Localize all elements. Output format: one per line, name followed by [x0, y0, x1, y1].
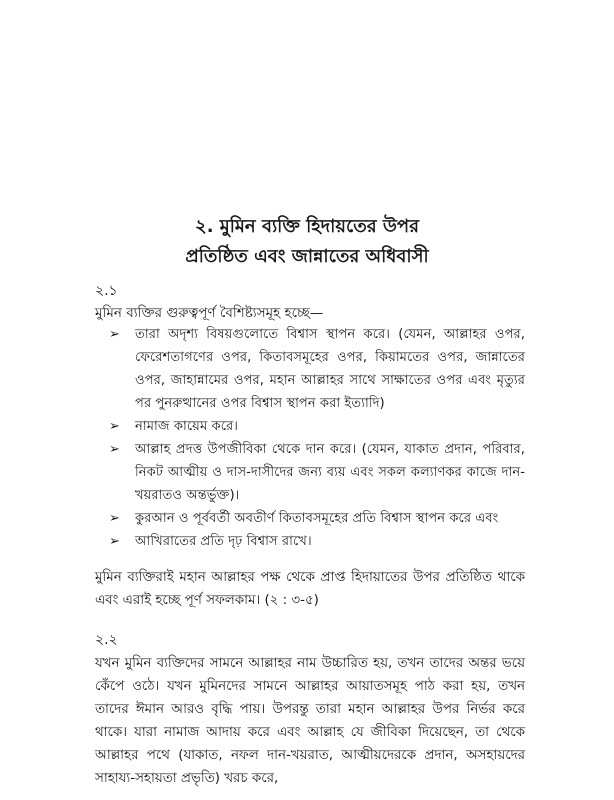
section-paragraph: যখন মুমিন ব্যক্তিদের সামনে আল্লাহর নাম উচ্চারিত হয়, তখন তাদের অন্তর ভয়ে কেঁপে ওঠে। যখন মুমিনদের সামনে আল্লাহর আয়াতসমূহ পাঠ করা হয়, তখন তাদের ঈমান আরও বৃদ্ধি পায়। উপরন্তু তারা মহান আল্লাহর উপর নির্ভর করে থাকে। যারা নামাজ আদায় করে এবং আল্লাহ যে জীবিকা দিয়েছেন, তা থেকে আল্লাহর পথে (যাকাত, নফল দান-খয়রাত, আত্মীয়দেরকে প্রদান, অসহায়দের সাহায্য-সহায়তা প্রভৃতি) খরচ করে,: [95, 656, 525, 786]
section-conclusion: মুমিন ব্যক্তিরাই মহান আল্লাহর পক্ষ থেকে প্রাপ্ত হিদায়াতের উপর প্রতিষ্ঠিত থাকে এবং এরাই হচ্ছে পূর্ণ সফলকাম। (২ : ৩-৫): [95, 570, 525, 608]
arrow-bullet-icon: ➢: [109, 511, 120, 526]
list-item-text: আখিরাতের প্রতি দৃঢ় বিশ্বাস রাখে।: [135, 534, 312, 549]
chapter-title-line-2: প্রতিষ্ঠিত এবং জান্নাতের অধিবাসী: [185, 246, 429, 267]
list-item-text: নামাজ কায়েম করে।: [135, 419, 238, 434]
section-intro: মুমিন ব্যক্তির গুরুত্বপূর্ণ বৈশিষ্ট্যসমূহ হচ্ছে—: [95, 305, 324, 321]
list-item-text: কুরআন ও পূর্ববর্তী অবতীর্ণ কিতাবসমূহের প্রতি বিশ্বাস স্থাপন করে এবং: [135, 511, 499, 526]
list-item: [95, 415, 525, 438]
characteristics-list: [95, 323, 525, 553]
chapter-title: [0, 212, 614, 272]
list-item: [95, 507, 525, 530]
list-item: [95, 323, 525, 415]
list-item-text: আল্লাহ প্রদত্ত উপজীবিকা থেকে দান করে। (যেমন, যাকাত প্রদান, পরিবার, নিকট আত্মীয় ও দাস-দাসীদের জন্য ব্যয় এবং সকল কল্যাণকর কাজে দান-খয়রাতও অন্তর্ভুক্ত)।: [135, 442, 525, 503]
arrow-bullet-icon: ➢: [109, 442, 120, 457]
arrow-bullet-icon: ➢: [109, 327, 120, 342]
arrow-bullet-icon: ➢: [109, 534, 120, 549]
list-item: [95, 438, 525, 507]
list-item: [95, 530, 525, 553]
section-number-2-2: ২.২: [95, 632, 118, 648]
list-item-text: তারা অদৃশ্য বিষয়গুলোতে বিশ্বাস স্থাপন করে। (যেমন, আল্লাহর ওপর, ফেরেশতাগণের ওপর, কিতাবসমূহের ওপর, কিয়ামতের ওপর, জান্নাতের ওপর, জাহান্নামের ওপর, মহান আল্লাহর সাথে সাক্ষাতের ওপর এবং মৃত্যুর পর পুনরুত্থানের ওপর বিশ্বাস স্থাপন করা ইত্যাদি): [135, 327, 525, 411]
chapter-title-line-1: ২. মুমিন ব্যক্তি হিদায়তের উপর: [194, 216, 420, 237]
section-number-2-1: ২.১: [95, 283, 118, 299]
arrow-bullet-icon: ➢: [109, 419, 120, 434]
